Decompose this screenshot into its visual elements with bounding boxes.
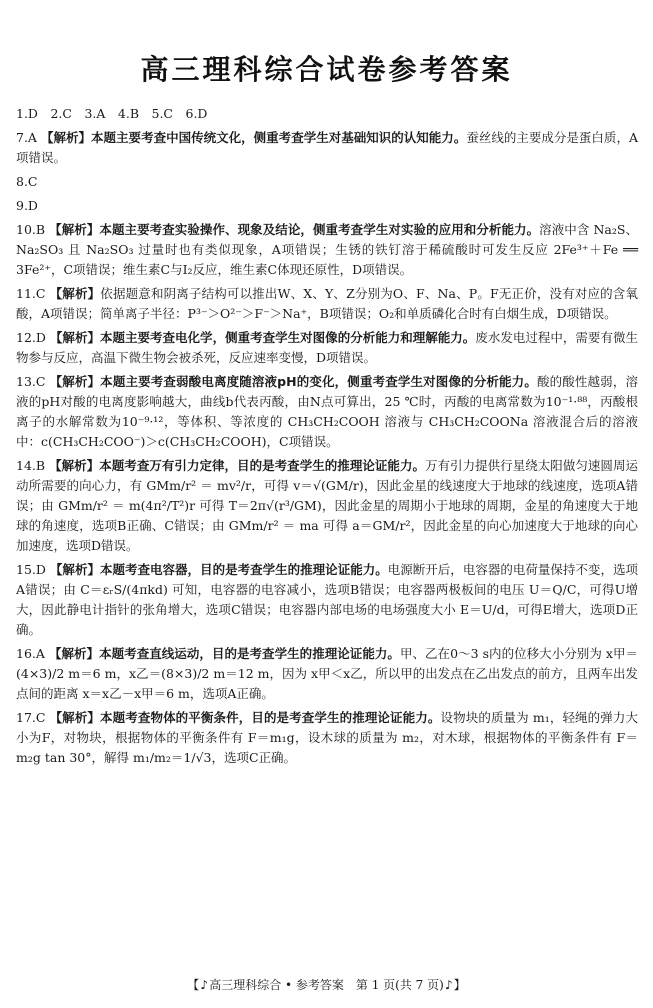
answer-item-13 [16, 372, 638, 452]
analysis-text: 废水发电过程中，需要有微生物参与反应，高温下微生物会被杀死，反应速率变慢，D项错误。 [16, 330, 638, 365]
answer-number: 9.D [16, 198, 38, 213]
analysis-text: 依据题意和阴离子结构可以推出W、X、Y、Z分别为O、F、Na、P。F无正价，没有对应的含氧酸，A项错误；简单离子半径：P³⁻＞O²⁻＞F⁻＞Na⁺，B项错误；O₂和单质磷化合时有白烟生成，D项错误。 [16, 286, 638, 321]
answer-item-8 [16, 172, 638, 192]
analysis-text: 溶液中含 Na₂S、Na₂SO₃ 且 Na₂SO₃ 过量时也有类似现象，A项错误；生锈的铁钉溶于稀硫酸时可发生反应 2Fe³⁺＋Fe ══ 3Fe²⁺，C项错误；维生素C与I₂反应，维生素C体现还原性，D项错误。 [16, 222, 638, 277]
analysis-lead: 本题主要考查弱酸电离度随溶液pH的变化，侧重考查学生对图像的分析能力。 [100, 374, 537, 389]
answer-number: 15.D [16, 562, 46, 577]
answer-number: 13.C [16, 374, 46, 389]
answer-number: 7.A [16, 130, 37, 145]
analysis-lead: 本题主要考查实验操作、现象及结论，侧重考查学生对实验的应用和分析能力。 [99, 222, 540, 237]
analysis-text: 甲、乙在0～3 s内的位移大小分别为 x甲＝(4×3)/2 m＝6 m，x乙＝(8×3)/2 m＝12 m，因为 x甲＜x乙，所以甲的出发点在乙出发点的前方，且两车出发点间的距离 x＝x乙－x甲＝6 m，选项A正确。 [16, 646, 638, 701]
answer-number: 16.A [16, 646, 45, 661]
footer-text: 高三理科综合 • 参考答案 第 1 页(共 7 页) [209, 978, 444, 992]
answer-item-7 [16, 128, 638, 168]
analysis-tag: 【解析】 [49, 330, 100, 345]
answer-number: 17.C [16, 710, 46, 725]
analysis-lead: 本题考查直线运动，目的是考查学生的推理论证能力。 [99, 646, 400, 661]
analysis-text: 万有引力提供行星绕太阳做匀速圆周运动所需要的向心力，有 GMm/r² ＝ mv²/r，可得 v＝√(GM/r)，因此金星的线速度大于地球的线速度，选项A错误；由 GMm/r² ＝ m(4π²/T²)r 可得 T＝2π√(r³/GM)，因此金星的周期小于地球的周期，金星的角速度大于地球的角速度，选项B正确、C错误；由 GMm/r² ＝ ma 可得 a＝GM/r²，因此金星的向心加速度大于地球的向心加速度，选项D错误。 [16, 458, 638, 553]
footer-left-bracket: 【 [187, 978, 200, 992]
answer-number: 11.C [16, 286, 46, 301]
analysis-lead: 本题考查电容器，目的是考查学生的推理论证能力。 [99, 562, 388, 577]
answer-item-16 [16, 644, 638, 704]
analysis-text: 电源断开后，电容器的电荷量保持不变，选项A错误；由 C＝εᵣS/(4πkd) 可知，电容器的电容减小，选项B错误；电容器两极板间的电压 U＝Q/C，可得U增大，因此静电计指针的张角增大，选项C错误；电容器内部电场的电场强度大小 E＝U/d，可得E增大，选项D正确。 [16, 562, 638, 637]
analysis-tag: 【解析】 [49, 562, 100, 577]
analysis-text: 设物块的质量为 m₁，轻绳的弹力大小为F，对物块，根据物体的平衡条件有 F＝m₁g，设木球的质量为 m₂，对木球，根据物体的平衡条件有 F＝m₂g tan 30°，解得 m₁/m₂＝1/√3，选项C正确。 [16, 710, 638, 765]
answer-number: 14.B [16, 458, 46, 473]
analysis-lead: 本题主要考查中国传统文化，侧重考查学生对基础知识的认知能力。 [91, 130, 467, 145]
page-footer [0, 976, 653, 993]
analysis-tag: 【解析】 [40, 130, 92, 145]
answer-number: 12.D [16, 330, 46, 345]
answer-number: 8.C [16, 174, 38, 189]
analysis-tag: 【解析】 [49, 710, 101, 725]
answer-number: 10.B [16, 222, 46, 237]
analysis-lead: 本题主要考查电化学，侧重考查学生对图像的分析能力和理解能力。 [99, 330, 476, 345]
answers-line: 1.D 2.C 3.A 4.B 5.C 6.D [16, 106, 208, 121]
answer-item-17 [16, 708, 638, 768]
analysis-lead: 本题考查物体的平衡条件，目的是考查学生的推理论证能力。 [100, 710, 441, 725]
analysis-text: 酸的酸性越弱，溶液的pH对酸的电离度影响越大，曲线b代表丙酸，由N点可算出，25 ℃时，丙酸的电离常数为10⁻¹·⁸⁸，丙酸根离子的水解常数为10⁻⁹·¹²，等体积、等浓度的 CH₃CH₂COOH 溶液与 CH₃CH₂COONa 溶液混合后的溶液中：c(CH₃CH₂COO⁻)＞c(CH₃CH₂COOH)，C项错误。 [16, 374, 638, 449]
answer-item-14 [16, 456, 638, 556]
music-note-icon: ♪ [444, 978, 453, 992]
analysis-lead: 本题考查万有引力定律，目的是考查学生的推理论证能力。 [99, 458, 425, 473]
analysis-tag: 【解析】 [49, 222, 100, 237]
answer-item-12 [16, 328, 638, 368]
analysis-tag: 【解析】 [49, 458, 100, 473]
answer-item-15 [16, 560, 638, 640]
music-note-icon: ♪ [200, 978, 209, 992]
analysis-tag: 【解析】 [49, 286, 101, 301]
answer-item-9 [16, 196, 638, 216]
analysis-text: 蚕丝线的主要成分是蛋白质，A项错误。 [16, 130, 638, 165]
analysis-tag: 【解析】 [48, 646, 100, 661]
analysis-tag: 【解析】 [49, 374, 101, 389]
footer-right-bracket: 】 [453, 978, 466, 992]
answer-item-10 [16, 220, 638, 280]
page-title: 高三理科综合试卷参考答案 [140, 53, 513, 86]
answer-content [16, 104, 638, 772]
answer-item-11 [16, 284, 638, 324]
